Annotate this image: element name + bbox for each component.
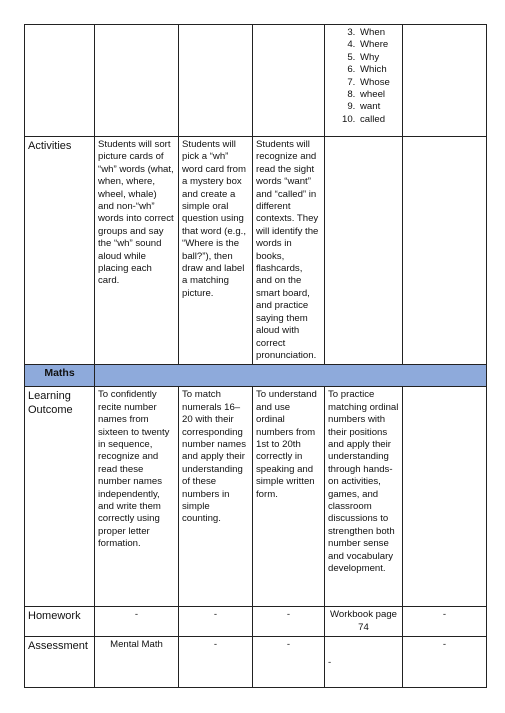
lesson-plan-table — [24, 24, 487, 688]
homework-cell: - — [253, 607, 325, 637]
activity-cell: Students will sort picture cards of “wh” words (what, when, where, wheel, whale) and non-“wh” words into correct groups and say the “wh” sound aloud while placing each card. — [95, 137, 179, 365]
activities-row — [25, 137, 487, 365]
list-item: 9. want — [358, 101, 399, 113]
activity-cell: Students will pick a “wh” word card from a mystery box and create a simple oral question using that word (e.g., “Where is the ball?”), then draw and label a matching picture. — [179, 137, 253, 365]
activity-cell — [403, 137, 487, 365]
list-item: 3. When — [358, 27, 399, 39]
assessment-cell: - — [253, 637, 325, 688]
list-item: 6. Which — [358, 64, 399, 76]
learning-outcome-label: Learning Outcome — [25, 387, 95, 607]
outcome-cell: To match numerals 16–20 with their corresponding number names and apply their understanding of these numbers in simple counting. — [179, 387, 253, 607]
list-item: 8. wheel — [358, 89, 399, 101]
assessment-cell: - — [325, 637, 403, 688]
list-item: 5. Why — [358, 52, 399, 64]
assessment-row — [25, 637, 487, 688]
assessment-cell: - — [179, 637, 253, 688]
maths-section-bar — [95, 365, 487, 387]
outcome-cell: To understand and use ordinal numbers from 1st to 20th correctly in speaking and simple written form. — [253, 387, 325, 607]
maths-section-label: Maths — [25, 365, 95, 387]
word-list-cell — [325, 25, 403, 137]
homework-cell: - — [403, 607, 487, 637]
word-list-empty-cell — [253, 25, 325, 137]
word-list-empty-cell — [403, 25, 487, 137]
list-item: 4. Where — [358, 39, 399, 51]
label-cell-empty — [25, 25, 95, 137]
activity-cell — [325, 137, 403, 365]
wh-word-list — [328, 27, 399, 126]
homework-cell: - — [95, 607, 179, 637]
assessment-label: Assessment — [25, 637, 95, 688]
list-item: 7. Whose — [358, 77, 399, 89]
assessment-cell: - — [403, 637, 487, 688]
homework-row — [25, 607, 487, 637]
maths-section-row — [25, 365, 487, 387]
word-list-empty-cell — [95, 25, 179, 137]
activities-label: Activities — [25, 137, 95, 365]
outcome-cell — [403, 387, 487, 607]
word-list-row — [25, 25, 487, 137]
outcome-cell: To practice matching ordinal numbers with their positions and apply their understanding through hands-on activities, games, and classroom discussions to strengthen both number sense and vocabulary development. — [325, 387, 403, 607]
list-item: 10. called — [358, 114, 399, 126]
learning-outcome-row — [25, 387, 487, 607]
word-list-empty-cell — [179, 25, 253, 137]
homework-label: Homework — [25, 607, 95, 637]
activity-cell: Students will recognize and read the sight words “want” and “called” in different contexts. They will identify the words in books, flashcards, and on the smart board, and practice saying them aloud with correct pronunciation. — [253, 137, 325, 365]
homework-cell: Workbook page 74 — [325, 607, 403, 637]
outcome-cell: To confidently recite number names from sixteen to twenty in sequence, recognize and read these number names independently, and write them correctly using proper letter formation. — [95, 387, 179, 607]
homework-cell: - — [179, 607, 253, 637]
assessment-cell: Mental Math — [95, 637, 179, 688]
